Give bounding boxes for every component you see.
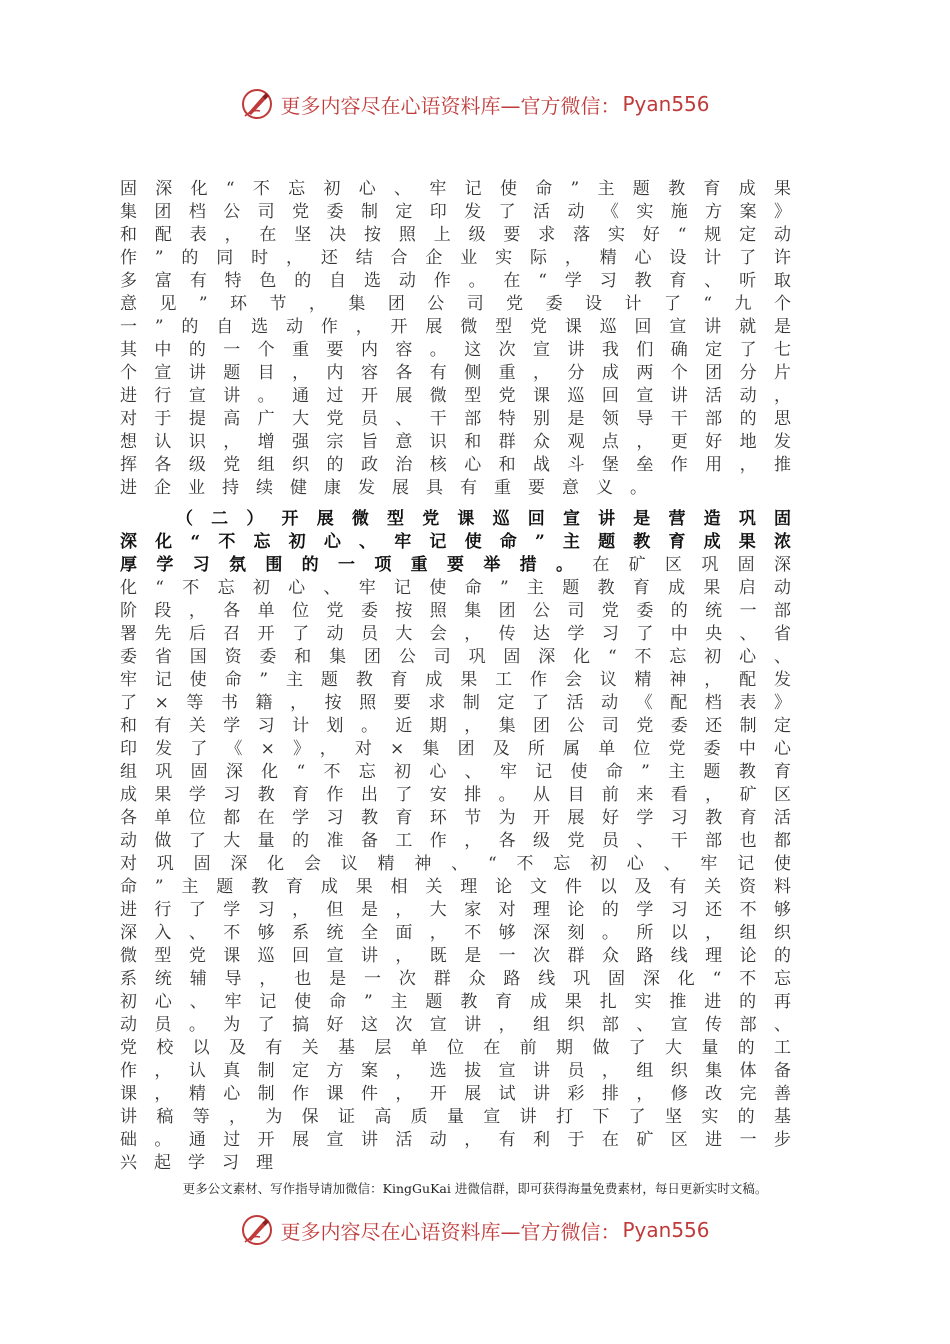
- pen-logo-icon: [240, 1213, 274, 1247]
- header-watermark-banner: [0, 82, 950, 126]
- pen-logo-icon: [240, 87, 274, 121]
- paragraph-2-text: 在矿区巩固深化“不忘初心、牢记使命”主题教育成果启动阶段，各单位党委按照集团公司党委的统一部署先后召开了动员大会，传达学习了中央、省委省国资委和集团公司巩固深化“不忘初心、牢记使命”主题教育成果工作会议精神，配发了×等书籍，按照要求制定了活动《配档表》和有关学习计划。近期，集团公司党委还制定印发了《×》，对×集团及所属单位党委中心组巩固深化“不忘初心、牢记使命”主题教育成果学习教育作出了安排。从目前来看，矿区各单位都在学习教育环节为开展好学习教育活动做了大量的准备工作，各级党员、干部也都对巩固深化会议精神、“不忘初心、牢记使命”主题教育成果相关理论文件以及有关资料进行了学习，但是，大家对理论的学习还不够深入、不够系统全面，不够深刻。所以，组织微型党课巡回宣讲，既是一次群众路线理论的系统辅导，也是一次群众路线巩固深化“不忘初心、牢记使命”主题教育成果扎实推进的再动员。为了搞好这次宣讲，组织部、宣传部、党校以及有关基层单位在前期做了大量的工作，认真制定方案，选拔宣讲员，组织集体备课，精心制作课件，开展试讲彩排，修改完善讲稿等，为保证高质量宣讲打下了坚实的基础。通过开展宣讲活动，有利于在矿区进一步兴起学习理: [120, 555, 809, 1173]
- banner-text: 更多内容尽在心语资料库—官方微信：: [280, 93, 621, 118]
- banner-wechat-id: Pyan556: [622, 1218, 710, 1242]
- footer-watermark-banner: [0, 1208, 950, 1252]
- paragraph-2-heading: （二）开展微型党课巡回宣讲是营造巩固深化“不忘初心、牢记使命”主题教育成果浓厚学习氛围的一项重要举措。: [120, 509, 808, 575]
- document-body: [120, 178, 809, 1173]
- paragraph-1: 固深化“不忘初心、牢记使命”主题教育成果集团档公司党委制定印发了活动《实施方案》和配表，在坚决按照上级要求落实好“规定动作”的同时，还结合企业实际，精心设计了许多富有特色的自选动作。在“学习教育、听取意见”环节，集团公司党委设计了“九个一”的自选动作，开展微型党课巡回宣讲就是其中的一个重要内容。这次宣讲我们确定了七个宣讲题目，内容各有侧重，分成两个团分片进行宣讲。通过开展微型党课巡回宣讲活动，对于提高广大党员、干部特别是领导干部的思想认识，增强宗旨意识和群众观点，更好地发挥各级党组织的政治核心和战斗堡垒作用，推进企业持续健康发展具有重要意义。: [120, 179, 808, 498]
- banner-wechat-id: Pyan556: [622, 92, 710, 116]
- footer-note: 更多公文素材、写作指导请加微信：KingGuKai 进微信群，即可获得海量免费素材，每日更新实时文稿。: [182, 1181, 768, 1196]
- banner-text: 更多内容尽在心语资料库—官方微信：: [280, 1219, 621, 1244]
- paragraph-2: [120, 508, 809, 1173]
